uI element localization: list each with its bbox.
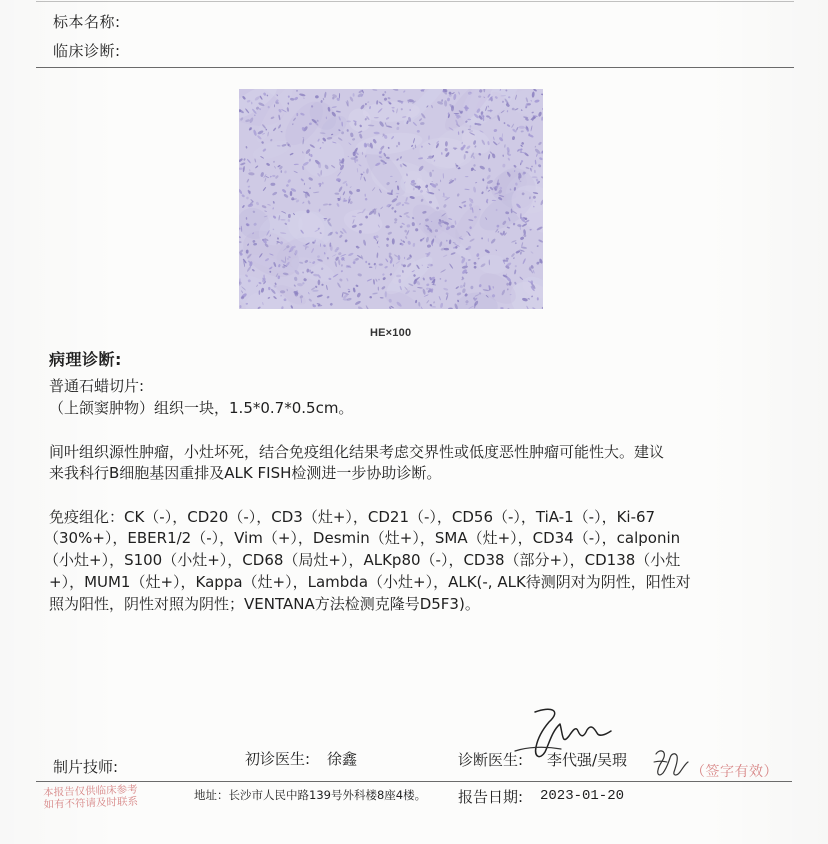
footer-divider [36, 781, 792, 782]
notice-line-1: 本报告仅供临床参考 [43, 784, 138, 799]
notice-stamp [43, 783, 184, 812]
hospital-address: 地址：长沙市人民中路139号外科楼8座4楼。 [194, 788, 427, 802]
small-signature-mark [649, 744, 691, 784]
header-divider [36, 67, 794, 68]
report-date-label: 报告日期: [458, 788, 524, 806]
notice-line-2: 如有不符请及时联系 [43, 796, 139, 811]
diagnosis-line-1: 间叶组织源性肿瘤，小灶坏死，结合免疫组化结果考虑交界性或低度恶性肿瘤可能性大。建议 [49, 443, 665, 461]
slide-type-text: 普通石蜡切片: [49, 377, 145, 395]
small-signature [649, 744, 691, 784]
report-date: 2023-01-20 [540, 788, 625, 804]
image-sheen [239, 89, 543, 309]
he-stain-image [239, 89, 543, 309]
pathology-title: 病理诊断: [49, 350, 122, 369]
image-caption: HE×100 [370, 327, 412, 339]
immuno-line-1: 免疫组化：CK（-），CD20（-），CD3（灶+），CD21（-），CD56（-），TiA-1（-），Ki-67 [49, 508, 656, 526]
immuno-line-5: 照为阳性，阴性对照为阴性；VENTANA方法检测克隆号D5F3)。 [49, 595, 480, 613]
diagnosis-doctor-label: 诊断医生: [458, 751, 524, 769]
sample-name-label: 标本名称: [53, 13, 121, 31]
microscopy-image [239, 89, 543, 309]
top-border-line [36, 1, 794, 2]
immuno-line-4: +），MUM1（灶+），Kappa（灶+），Lambda（小灶+），ALK(-, ALK待测阴对为阴性，阳性对 [49, 573, 691, 591]
diagnosis-doctor-name: 李代强/吴瑕 [547, 751, 628, 769]
immuno-line-2: （30%+），EBER1/2（-），Vim（+），Desmin（灶+），SMA（灶+），CD34（-），calponin [44, 529, 681, 547]
first-doctor-name: 徐鑫 [327, 750, 358, 768]
diagnosis-line-2: 来我科行B细胞基因重排及ALK FISH检测进一步协助诊断。 [49, 464, 442, 482]
first-doctor-label: 初诊医生: [245, 750, 311, 768]
technician-label: 制片技师: [53, 758, 119, 776]
specimen-text: （上颌窦肿物）组织一块，1.5*0.7*0.5cm。 [49, 399, 354, 417]
signature-valid-stamp: （签字有效） [691, 764, 778, 780]
clinical-diagnosis-label: 临床诊断: [53, 42, 121, 60]
immuno-line-3: （小灶+），S100（小灶+），CD68（局灶+），ALKp80（-），CD38（部分+），CD138（小灶 [44, 551, 681, 569]
